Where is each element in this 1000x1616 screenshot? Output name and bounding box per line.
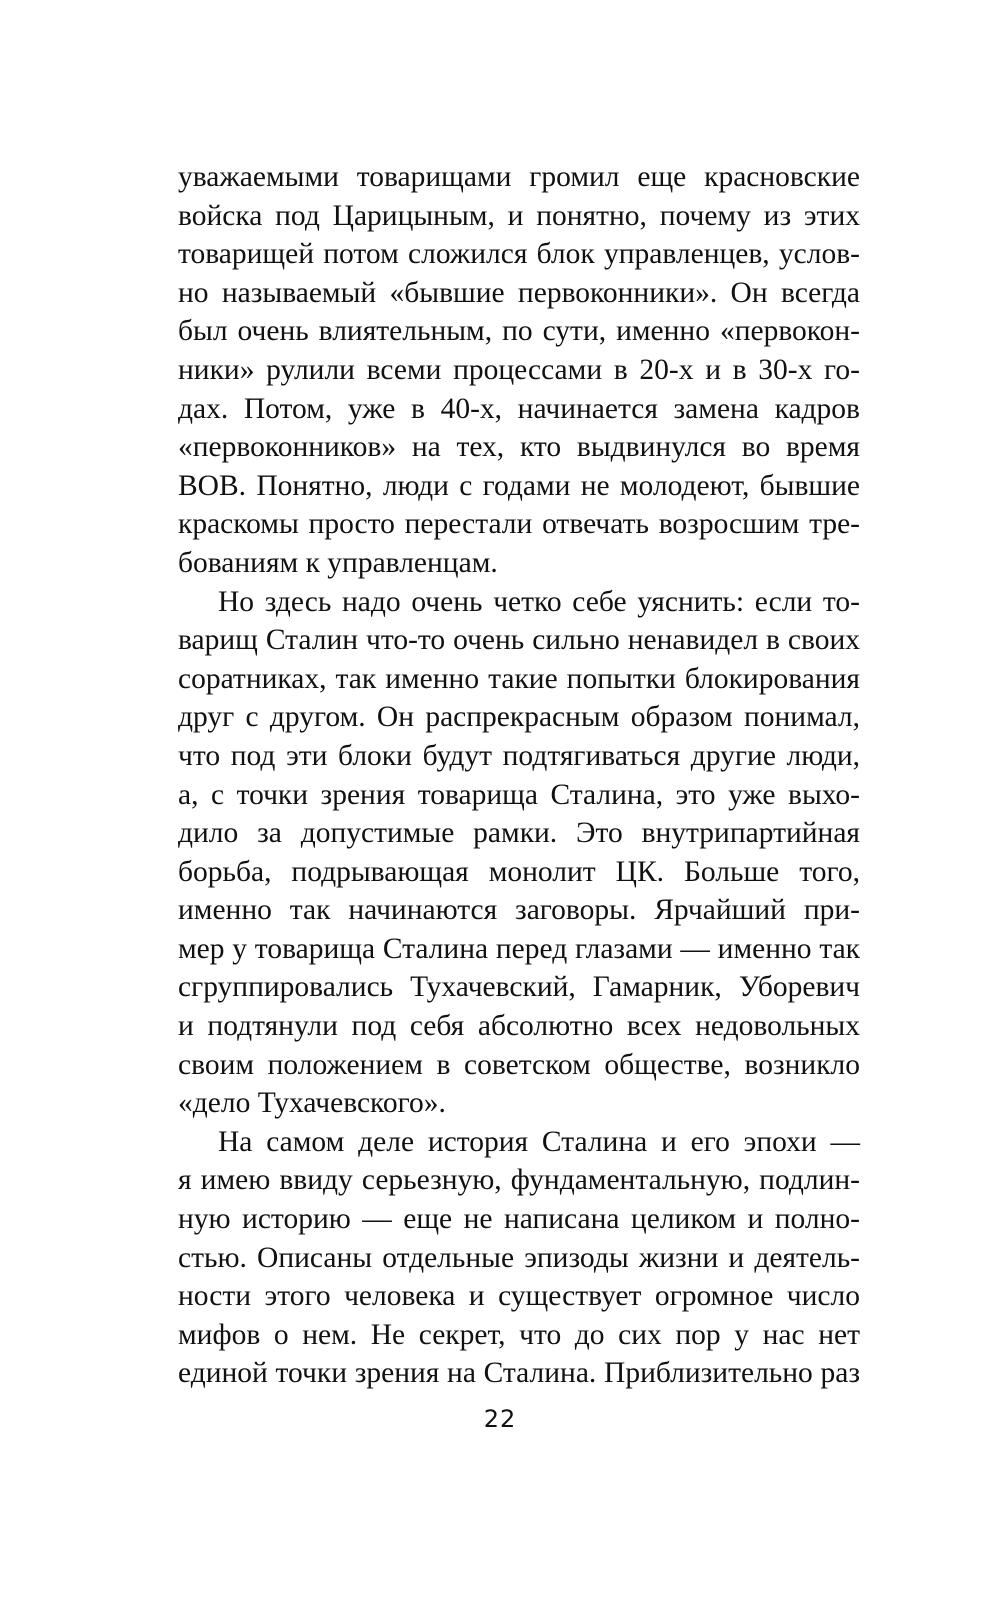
text-line: борьба, подрывающая монолит ЦК. Больше того, <box>178 855 860 888</box>
text-line: товарищей потом сложился блок управленцев, услов- <box>178 238 860 271</box>
text-line: но называемый «бывшие первоконники». Он всегда <box>178 276 860 309</box>
text-line: именно так начинаются заговоры. Ярчайший при- <box>178 894 860 927</box>
text-line: ники» рулили всеми процессами в 20-х и в 30-х го- <box>178 353 860 386</box>
text-line: ности этого человека и существует огромное число <box>178 1280 860 1313</box>
page-number: 22 <box>483 1405 517 1433</box>
text-line: ную историю — еще не написана целиком и полно- <box>178 1203 860 1236</box>
text-line: На самом деле история Сталина и его эпохи — <box>218 1125 860 1158</box>
text-line: войска под Царицыным, и понятно, почему из этих <box>178 199 860 232</box>
text-line: был очень влиятельным, по сути, именно «первокон- <box>178 315 860 348</box>
text-line: и подтянули под себя абсолютно всех недовольных <box>178 1010 860 1043</box>
text-line: соратниках, так именно такие попытки блокирования <box>178 662 860 695</box>
text-line: друг с другом. Он распрекрасным образом понимал, <box>178 701 860 734</box>
text-line: а, с точки зрения товарища Сталина, это уже выхо- <box>178 778 860 811</box>
text-line: краскомы просто перестали отвечать возросшим тре- <box>178 508 860 541</box>
text-line: «дело Тухачевского». <box>178 1087 446 1120</box>
text-line: что под эти блоки будут подтягиваться другие люди, <box>178 739 860 772</box>
text-line: Но здесь надо очень четко себе уяснить: если то- <box>218 585 860 618</box>
text-line: дах. Потом, уже в 40-х, начинается замена кадров <box>178 392 860 425</box>
paragraph-3 <box>178 1123 860 1393</box>
text-line: варищ Сталин что-то очень сильно ненавидел в своих <box>178 624 860 657</box>
text-line: сгруппировались Тухачевский, Гамарник, Уборевич <box>178 971 860 1004</box>
text-line: бованиям к управленцам. <box>178 546 498 579</box>
body-text <box>178 158 860 1393</box>
paragraph-2 <box>178 583 860 1123</box>
text-line: я имею ввиду серьезную, фундаментальную, подлин- <box>178 1164 860 1197</box>
text-line: уважаемыми товарищами громил еще красновские <box>178 161 860 193</box>
text-line: ВОВ. Понятно, люди с годами не молодеют, бывшие <box>178 469 860 502</box>
text-line: «первоконников» на тех, кто выдвинулся во время <box>178 431 860 464</box>
text-line: мифов о нем. Не секрет, что до сих пор у нас нет <box>178 1318 860 1351</box>
text-line: стью. Описаны отдельные эпизоды жизни и деятель- <box>178 1241 860 1274</box>
text-line: дило за допустимые рамки. Это внутрипартийная <box>178 817 860 850</box>
paragraph-1 <box>178 158 860 583</box>
text-line: единой точки зрения на Сталина. Приблизительно раз <box>178 1357 860 1390</box>
text-line: своим положением в советском обществе, возникло <box>178 1048 860 1081</box>
text-line: мер у товарища Сталина перед глазами — именно так <box>178 932 860 965</box>
